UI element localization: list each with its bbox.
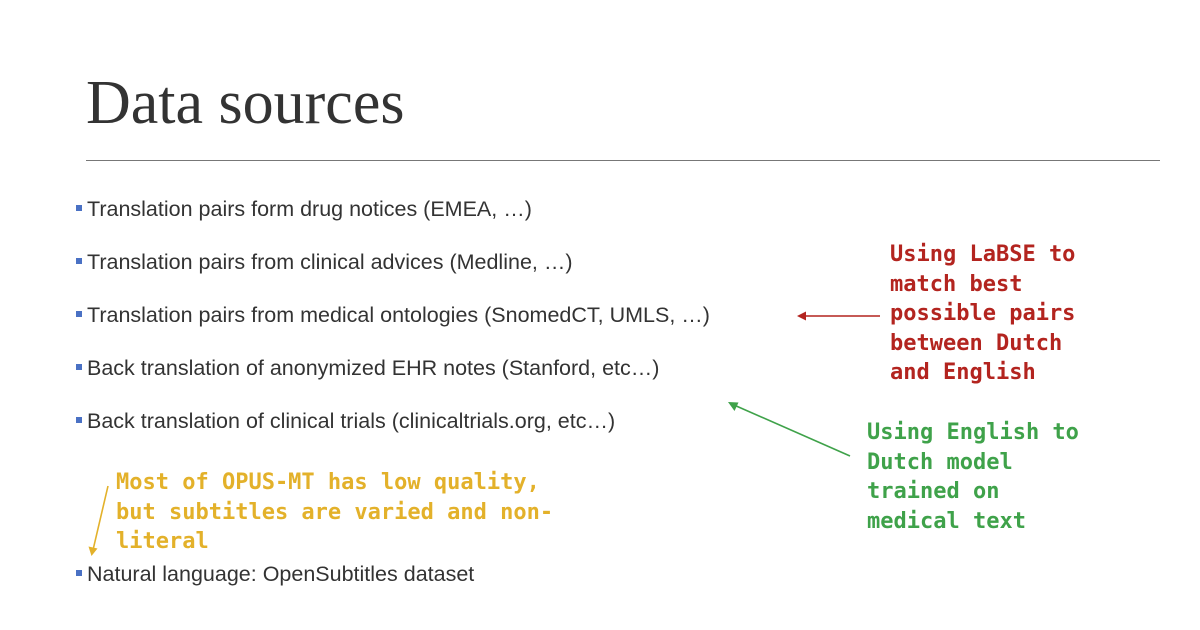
bullet-text: Back translation of anonymized EHR notes (Stanford, etc…) [87,355,660,380]
annotation-line: between Dutch [890,330,1063,356]
bullet-item [76,407,615,435]
annotation-line: and English [890,360,1036,385]
annotation-line: literal [116,529,209,554]
slide-title: Data sources [86,69,405,137]
annotation-line: Most of OPUS-MT has low quality, [116,470,540,495]
labse-annotation [890,240,1075,388]
bullet-marker-icon [76,570,82,576]
annotation-line: match best [890,271,1023,297]
red-arrow-icon [797,312,880,321]
bullet-marker-icon [76,417,82,423]
annotation-line: Dutch model [867,449,1013,475]
title-divider [86,160,1160,161]
bullet-text: Translation pairs from clinical advices (Medline, …) [87,249,573,274]
bullet-text: Translation pairs form drug notices (EMEA, …) [87,196,532,221]
bullet-text: Translation pairs from medical ontologies (SnomedCT, UMLS, …) [87,302,710,327]
bullet-text: Back translation of clinical trials (clinicaltrials.org, etc…) [87,408,616,433]
annotation-line: possible pairs [890,301,1076,326]
bullet-marker-icon [76,258,82,264]
bullet-marker-icon [76,205,82,211]
annotation-line: Using English to [867,420,1079,445]
yellow-arrow-icon [89,486,109,556]
bullet-item [76,560,474,588]
bullet-marker-icon [76,364,82,370]
back-translation-annotation [867,418,1079,536]
bullet-item [76,354,659,382]
bullet-item [76,248,573,276]
annotation-line: but subtitles are varied and non- [116,499,554,525]
bullet-item [76,301,710,329]
bullet-item [76,195,532,223]
green-arrow-icon [728,402,850,456]
opus-annotation [116,468,553,557]
bullet-marker-icon [76,311,82,317]
bullet-text: Natural language: OpenSubtitles dataset [87,561,475,586]
annotation-line: medical text [867,508,1026,534]
annotation-line: trained on [867,479,1000,504]
annotation-line: Using LaBSE to [890,242,1076,267]
